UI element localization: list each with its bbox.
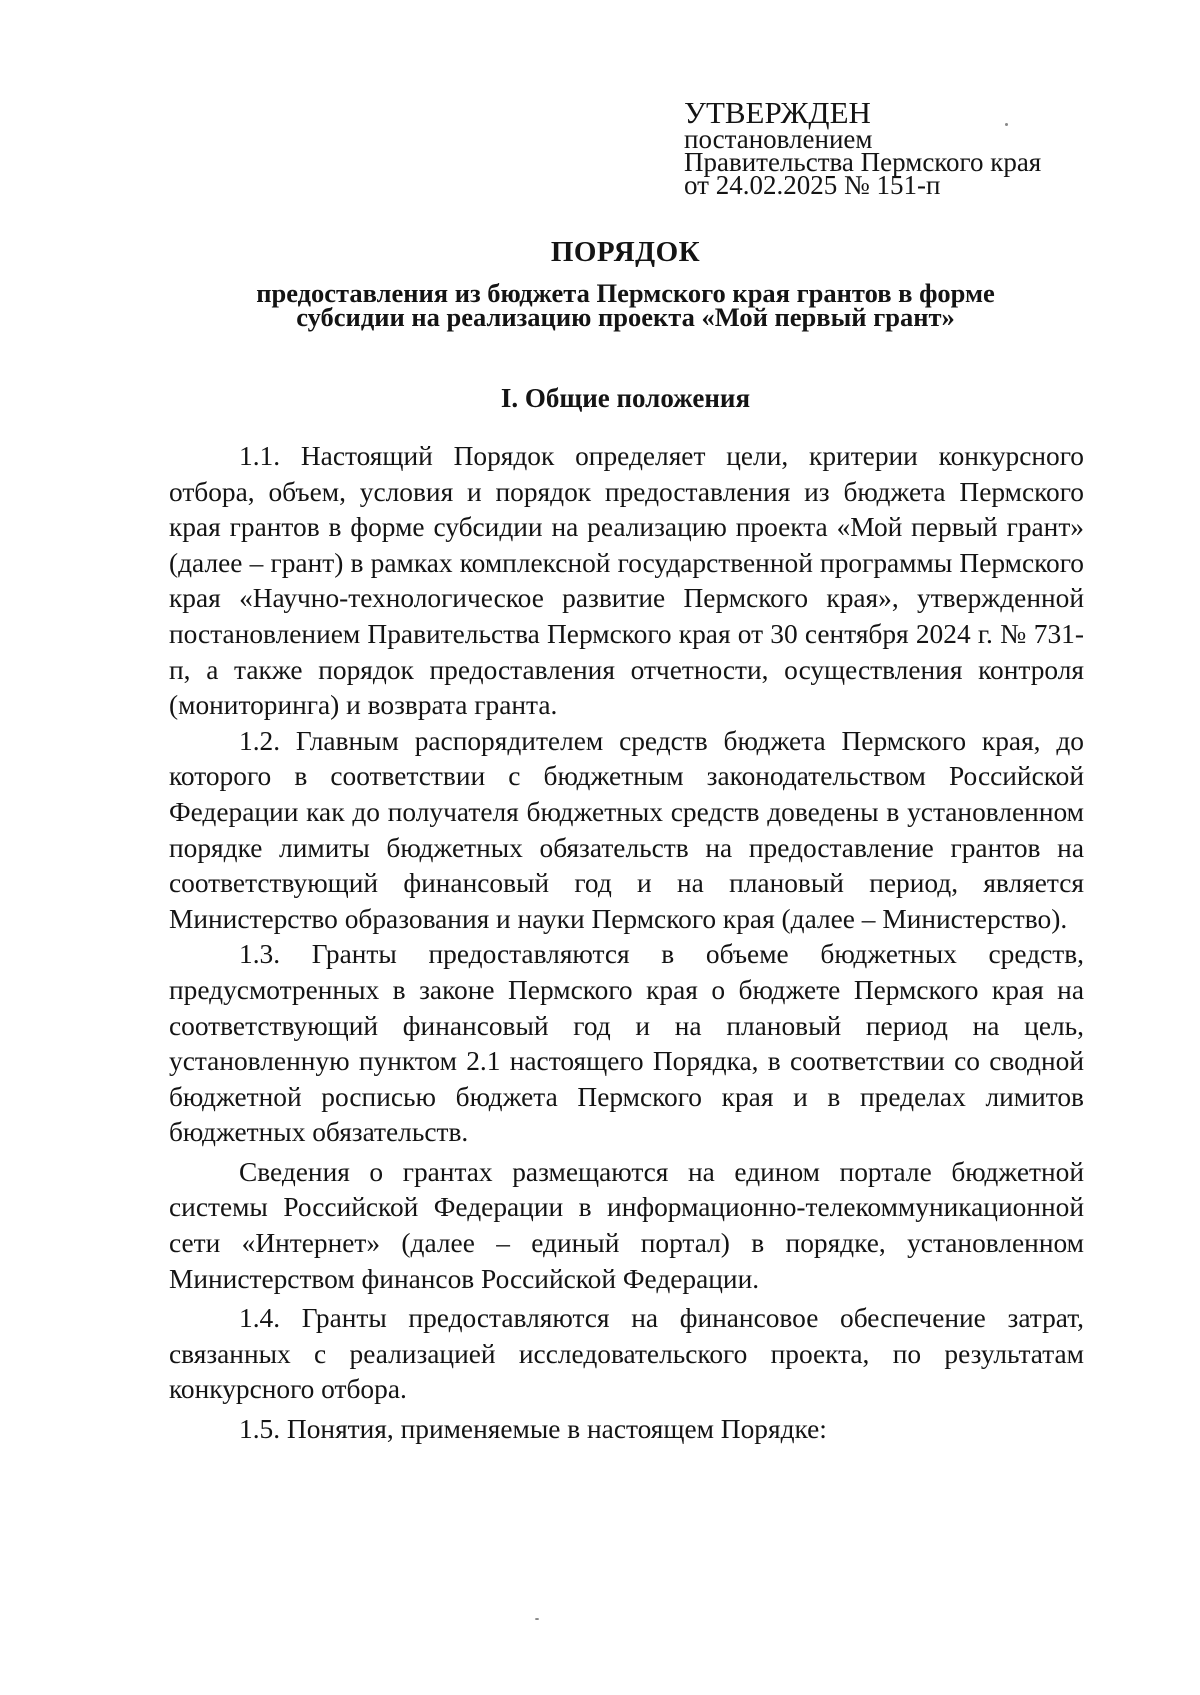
document-subtitle: предоставления из бюджета Пермского края грантов в форме субсидии на реализацию проекта «Мой первый грант» [256,278,995,332]
document-title: ПОРЯДОК [550,236,701,268]
approval-line-2: Правительства Пермского края [684,147,1042,177]
approval-line-1: постановлением [684,124,873,154]
scan-speck [1005,123,1008,126]
section-body [169,439,1084,1448]
paragraph-1-1: 1.1. Настоящий Порядок определяет цели, критерии конкурсного отбора, объем, условия и порядок предоставления из бюджета Пермского края грантов в форме субсидии на реализацию проекта «Мой первый грант» (далее – грант) в рамках комплексной государственной программы Пермского края «Научно-технологическое развитие Пермского края», утвержденной постановлением Правительства Пермского края от 30 сентября 2024 г. № 731-п, а также порядок предоставления отчетности, осуществления контроля (мониторинга) и возврата гранта. [169,441,1084,721]
paragraph-1-5: 1.5. Понятия, применяемые в настоящем Порядке: [239,1414,827,1445]
paragraph-portal-info: Сведения о грантах размещаются на едином портале бюджетной системы Российской Федерации в информационно-телекоммуникационной сети «Интернет» (далее – единый портал) в порядке, установленном Министерством финансов Российской Федерации. [169,1156,1084,1294]
paragraph-1-3: 1.3. Гранты предоставляются в объеме бюджетных средств, предусмотренных в законе Пермского края о бюджете Пермского края на соответствующий финансовый год и на плановый период на цель, установленную пунктом 2.1 настоящего Порядка, в соответствии со сводной бюджетной росписью бюджета Пермского края и в пределах лимитов бюджетных обязательств. [169,939,1084,1148]
scan-speck [535,1618,539,1620]
paragraph-1-4: 1.4. Гранты предоставляются на финансовое обеспечение затрат, связанных с реализацией исследовательского проекта, по результатам конкурсного отбора. [169,1303,1084,1405]
approval-stamp [684,95,1104,200]
approval-line-3: от 24.02.2025 № 151-п [684,170,941,200]
approval-status: УТВЕРЖДЕН [684,95,871,130]
paragraph-1-2: 1.2. Главным распорядителем средств бюджета Пермского края, до которого в соответствии с бюджетным законодательством Российской Федерации как до получателя бюджетных средств доведены в установленном порядке лимиты бюджетных обязательств на предоставление грантов на соответствующий финансовый год и на плановый период, является Министерство образования и науки Пермского края (далее – Министерство). [169,725,1084,934]
section-heading: I. Общие положения [500,383,751,413]
